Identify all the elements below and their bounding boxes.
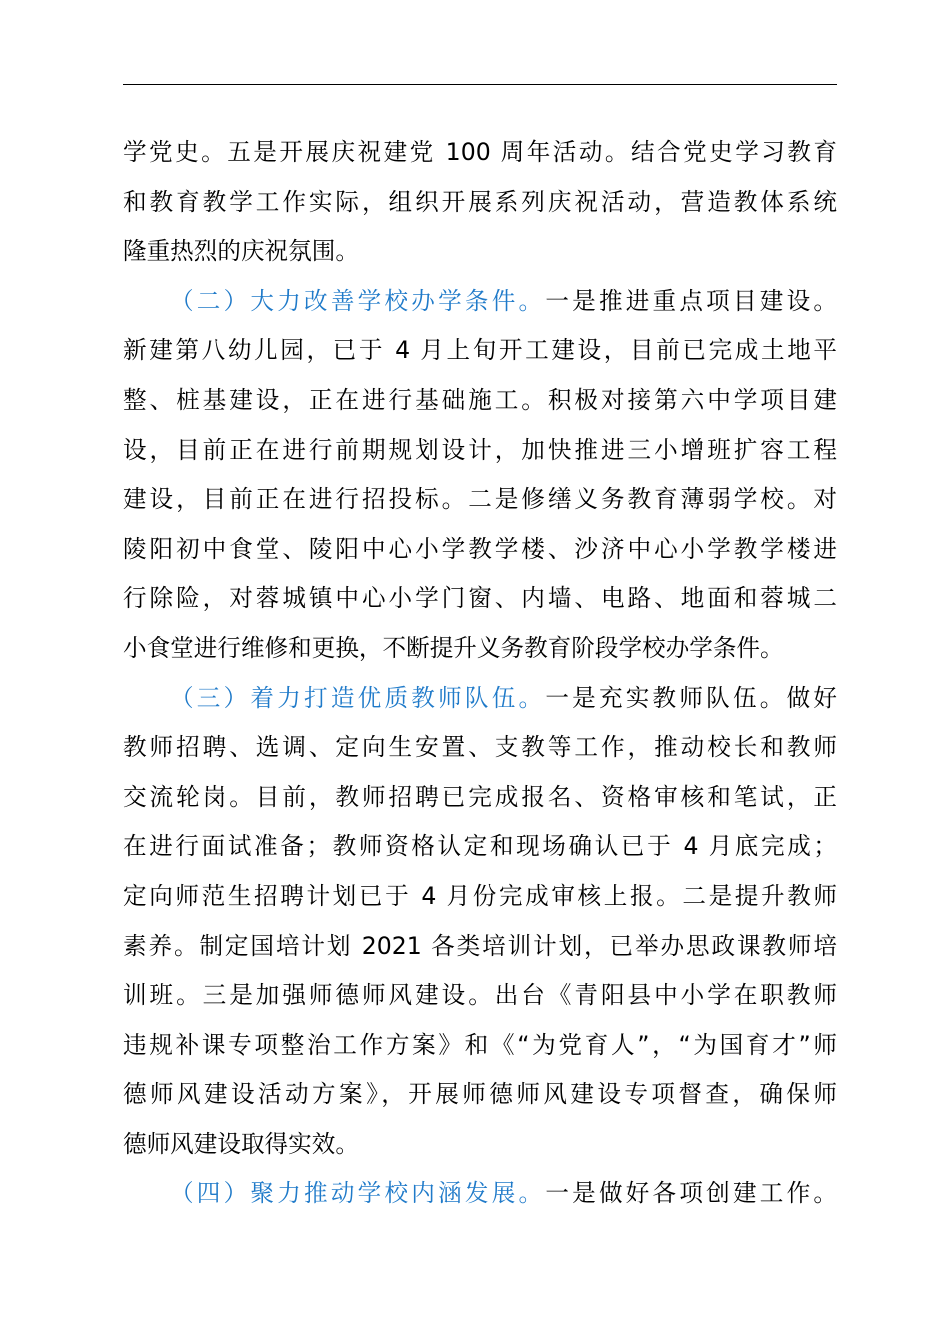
document-body (123, 128, 837, 1219)
section-first-line (123, 1169, 837, 1219)
section-heading: （二）大力改善学校办学条件。 (170, 286, 546, 315)
section-first-line (123, 674, 837, 724)
paragraph-party-history (123, 128, 837, 277)
text-line: 教师招聘、选调、定向生安置、支教等工作，推动校长和教师 (123, 733, 837, 762)
text-line: 和教育教学工作实际，组织开展系列庆祝活动，营造教体系统 (123, 187, 837, 216)
text-line: 陵阳初中食堂、陵阳中心小学教学楼、沙济中心小学教学楼进 (123, 534, 837, 563)
text-line: 整、桩基建设，正在进行基础施工。积极对接第六中学项目建 (123, 385, 837, 414)
text-line: 学党史。五是开展庆祝建党 100 周年活动。结合党史学习教育 (123, 138, 837, 166)
header-rule (123, 84, 837, 85)
text-line: 新建第八幼儿园，已于 4 月上旬开工建设，目前已完成土地平 (123, 336, 837, 365)
paragraph-school-development (123, 1169, 837, 1219)
text-line: 交流轮岗。目前，教师招聘已完成报名、资格审核和笔试，正 (123, 782, 837, 811)
text-line: 定向师范生招聘计划已于 4 月份完成审核上报。二是提升教师 (123, 881, 837, 910)
text-line: 违规补课专项整治工作方案》和《“为党育人”，“为国育才”师 (123, 1030, 837, 1059)
text-line: 素养。制定国培计划 2021 各类培训计划，已举办思政课教师培 (123, 931, 837, 960)
section-first-line (123, 277, 837, 327)
section-lead-text: 一是推进重点项目建设。 (545, 286, 838, 315)
section-heading: （三）着力打造优质教师队伍。 (170, 683, 546, 712)
text-line: 建设，目前正在进行招投标。二是修缮义务教育薄弱学校。对 (123, 485, 837, 514)
text-line: 德师风建设活动方案》，开展师德师风建设专项督查，确保师 (123, 1080, 837, 1109)
text-line: 隆重热烈的庆祝氛围。 (123, 237, 359, 266)
text-line: 行除险，对蓉城镇中心小学门窗、内墙、电路、地面和蓉城二 (123, 584, 837, 613)
text-line: 小食堂进行维修和更换，不断提升义务教育阶段学校办学条件。 (123, 633, 784, 662)
paragraph-teacher-team (123, 674, 837, 1170)
text-line: 在进行面试准备；教师资格认定和现场确认已于 4 月底完成； (123, 832, 837, 861)
paragraph-school-conditions (123, 277, 837, 674)
text-line: 训班。三是加强师德师风建设。出台《青阳县中小学在职教师 (123, 981, 837, 1010)
text-line: 设，目前正在进行前期规划设计，加快推进三小增班扩容工程 (123, 435, 837, 464)
section-lead-text: 一是充实教师队伍。做好 (545, 683, 838, 712)
section-heading: （四）聚力推动学校内涵发展。 (170, 1179, 546, 1208)
text-line: 德师风建设取得实效。 (123, 1129, 359, 1158)
section-lead-text: 一是做好各项创建工作。 (545, 1179, 838, 1208)
